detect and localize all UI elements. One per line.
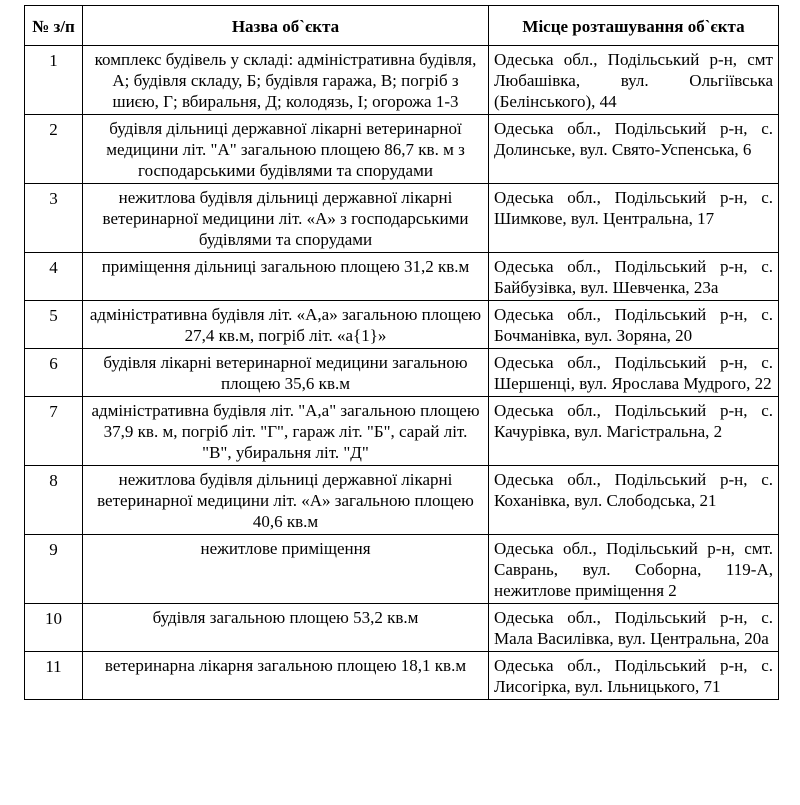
row-number: 3 [25,184,83,253]
object-location: Одеська обл., Подільський р-н, с. Бочманівка, вул. Зоряна, 20 [489,301,779,349]
object-name: адміністративна будівля літ. "А,а" загальною площею 37,9 кв. м, погріб літ. "Г", гараж літ. "Б", сарай літ. "В", убиральня літ. "Д" [83,397,489,466]
row-number: 9 [25,535,83,604]
row-number: 4 [25,253,83,301]
table-row [25,349,779,397]
object-location: Одеська обл., Подільський р-н, смт. Саврань, вул. Соборна, 119-А, нежитлове приміщення 2 [489,535,779,604]
object-location: Одеська обл., Подільський р-н, с. Байбузівка, вул. Шевченка, 23а [489,253,779,301]
table-header-row [25,6,779,46]
row-number: 11 [25,652,83,700]
object-location: Одеська обл., Подільський р-н, с. Качурівка, вул. Магістральна, 2 [489,397,779,466]
table-row [25,397,779,466]
object-location: Одеська обл., Подільський р-н, с. Шимкове, вул. Центральна, 17 [489,184,779,253]
object-name: будівля лікарні ветеринарної медицини загальною площею 35,6 кв.м [83,349,489,397]
object-location: Одеська обл., Подільський р-н, смт Любашівка, вул. Ольгіївська (Белінського), 44 [489,46,779,115]
object-location: Одеська обл., Подільський р-н, с. Шершенці, вул. Ярослава Мудрого, 22 [489,349,779,397]
table-row [25,466,779,535]
object-name: нежитлова будівля дільниці державної лікарні ветеринарної медицини літ. «А» загальною площею 40,6 кв.м [83,466,489,535]
object-name: будівля загальною площею 53,2 кв.м [83,604,489,652]
object-name: комплекс будівель у складі: адміністративна будівля, А; будівля складу, Б; будівля гаража, В; погріб з шиєю, Г; вбиральня, Д; колодязь, І; огорожа 1-3 [83,46,489,115]
header-object-location: Місце розташування об`єкта [489,6,779,46]
object-name: будівля дільниці державної лікарні ветеринарної медицини літ. "А" загальною площею 86,7 кв. м з господарськими будівлями та спорудами [83,115,489,184]
table-row [25,184,779,253]
row-number: 8 [25,466,83,535]
object-name: нежитлове приміщення [83,535,489,604]
table-row [25,652,779,700]
object-name: адміністративна будівля літ. «А,а» загальною площею 27,4 кв.м, погріб літ. «а{1}» [83,301,489,349]
object-name: ветеринарна лікарня загальною площею 18,1 кв.м [83,652,489,700]
row-number: 7 [25,397,83,466]
object-location: Одеська обл., Подільський р-н, с. Мала Василівка, вул. Центральна, 20а [489,604,779,652]
header-number: № з/п [25,6,83,46]
table-row [25,46,779,115]
table-row [25,253,779,301]
objects-table [24,5,779,700]
row-number: 2 [25,115,83,184]
object-name: нежитлова будівля дільниці державної лікарні ветеринарної медицини літ. «А» з господарськими будівлями та спорудами [83,184,489,253]
object-name: приміщення дільниці загальною площею 31,2 кв.м [83,253,489,301]
object-location: Одеська обл., Подільський р-н, с. Долинське, вул. Свято-Успенська, 6 [489,115,779,184]
table-row [25,535,779,604]
table-row [25,115,779,184]
row-number: 10 [25,604,83,652]
object-location: Одеська обл., Подільський р-н, с. Коханівка, вул. Слободська, 21 [489,466,779,535]
row-number: 5 [25,301,83,349]
object-location: Одеська обл., Подільський р-н, с. Лисогірка, вул. Ільницького, 71 [489,652,779,700]
row-number: 1 [25,46,83,115]
table-row [25,604,779,652]
header-object-name: Назва об`єкта [83,6,489,46]
row-number: 6 [25,349,83,397]
table-row [25,301,779,349]
